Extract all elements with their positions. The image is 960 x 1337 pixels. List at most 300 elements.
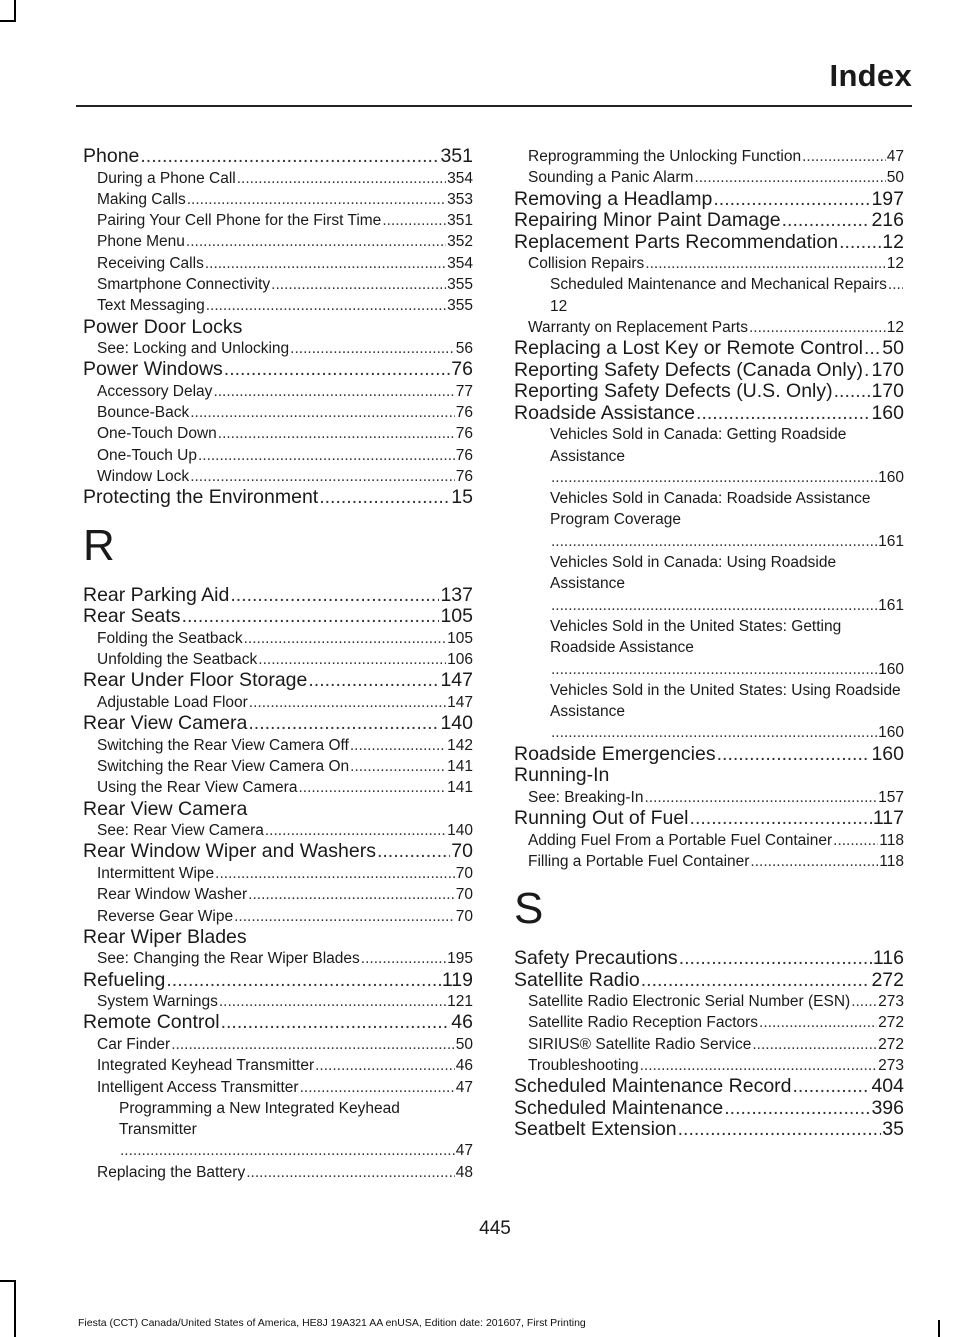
index-subentry [83, 863, 473, 884]
dot-leader [713, 189, 870, 211]
entry-text: Intelligent Access Transmitter [97, 1078, 299, 1096]
page-reference: 15 [451, 486, 473, 509]
index-subentry [514, 1034, 904, 1055]
page-reference: 50 [455, 1035, 473, 1053]
index-subentry [83, 466, 473, 487]
dot-leader [802, 146, 886, 167]
page-reference: 272 [878, 1035, 904, 1053]
dot-leader [271, 274, 446, 295]
entry-text: Satellite Radio Reception Factors [528, 1014, 759, 1032]
page-reference: 12 [550, 297, 568, 315]
index-subentry [514, 146, 904, 167]
crop-mark [0, 20, 16, 22]
entry-text: Smartphone Connectivity [97, 275, 271, 293]
page-reference: 46 [451, 1011, 473, 1034]
index-entry [514, 1076, 904, 1098]
page-reference: 355 [447, 297, 473, 315]
dot-leader [198, 445, 455, 466]
page-reference: 170 [871, 380, 904, 403]
entry-text: Vehicles Sold in Canada: Roadside Assistance Program Coverage [550, 490, 871, 529]
index-subentry [83, 1034, 473, 1055]
dot-leader [752, 1034, 877, 1055]
index-letter-heading: R [83, 520, 115, 570]
page-reference: 170 [871, 358, 904, 381]
page-reference: 404 [871, 1075, 904, 1098]
index-entry [83, 841, 473, 863]
index-subentry [83, 338, 473, 359]
page-reference: 106 [447, 651, 473, 669]
crop-mark [14, 0, 16, 22]
index-subentry [514, 274, 904, 317]
dot-leader [782, 210, 871, 232]
entry-text: Vehicles Sold in the United States: Getting Roadside Assistance [550, 617, 842, 657]
entry-text: Refueling [83, 968, 166, 991]
entry-text: Protecting the Environment [83, 486, 319, 509]
dot-leader [315, 1055, 455, 1076]
index-entry [83, 606, 473, 628]
entry-text: Sounding a Panic Alarm [528, 169, 694, 187]
entry-text: Pairing Your Cell Phone for the First Time [97, 212, 382, 230]
page-reference: 142 [447, 736, 473, 754]
page-reference: 273 [878, 993, 904, 1011]
dot-leader [551, 467, 877, 488]
page-reference: 76 [455, 425, 473, 443]
entry-text: Folding the Seatback [97, 629, 243, 647]
entry-text: Rear View Camera [83, 712, 248, 735]
index-subentry [83, 820, 473, 841]
dot-leader [319, 487, 450, 509]
dot-leader [793, 1076, 871, 1098]
page-reference: 354 [447, 169, 473, 187]
crop-mark [938, 1320, 940, 1337]
index-subentry [514, 616, 904, 680]
dot-leader [237, 168, 446, 189]
page-reference: 140 [440, 712, 473, 735]
dot-leader [205, 253, 446, 274]
entry-text: Running Out of Fuel [514, 807, 689, 830]
dot-leader [140, 146, 439, 168]
dot-leader [750, 851, 878, 872]
page-reference: 105 [440, 605, 473, 628]
index-subentry [83, 756, 473, 777]
entry-text: Power Windows [83, 358, 223, 381]
dot-leader [361, 948, 446, 969]
dot-leader [298, 777, 446, 798]
index-subentry [83, 884, 473, 905]
index-entry [83, 487, 473, 509]
index-entry [83, 799, 473, 821]
page-reference: 76 [451, 358, 473, 381]
index-subentry [514, 552, 904, 616]
entry-text: Power Door Locks [83, 315, 243, 338]
entry-text: SIRIUS® Satellite Radio Service [528, 1035, 752, 1053]
page-reference: 76 [455, 446, 473, 464]
page-reference: 47 [455, 1078, 473, 1096]
dot-leader [641, 970, 871, 992]
index-subentry [514, 991, 904, 1012]
entry-text: Switching the Rear View Camera On [97, 758, 350, 776]
page-reference: 50 [886, 169, 904, 187]
index-entry [514, 970, 904, 992]
index-column-right [514, 146, 904, 1141]
page-reference: 351 [440, 145, 473, 167]
index-subentry [83, 445, 473, 466]
entry-text: Vehicles Sold in the United States: Using Roadside Assistance [550, 681, 901, 721]
entry-text: Phone [83, 145, 140, 167]
dot-leader [350, 756, 446, 777]
dot-leader [258, 649, 446, 670]
entry-text: Rear Parking Aid [83, 583, 230, 606]
page-reference: 273 [878, 1057, 904, 1075]
crop-mark [0, 1280, 16, 1282]
header-rule [76, 105, 912, 107]
page-reference: 197 [871, 187, 904, 210]
index-subentry [83, 168, 473, 189]
page-reference: 161 [878, 532, 904, 550]
entry-text: Rear Seats [83, 605, 181, 628]
index-entry [83, 359, 473, 381]
page-reference: 116 [872, 947, 904, 970]
entry-text: Vehicles Sold in Canada: Using Roadside Assistance [550, 554, 837, 593]
entry-text: See: Breaking-In [528, 788, 644, 806]
dot-leader [182, 606, 440, 628]
page-reference: 160 [878, 660, 904, 678]
page-reference: 160 [871, 401, 904, 424]
dot-leader [248, 713, 439, 735]
entry-text: Adjustable Load Floor [97, 693, 248, 711]
index-subentry [514, 253, 904, 274]
entry-text: Text Messaging [97, 297, 205, 315]
page-reference: 76 [455, 404, 473, 422]
dot-leader [218, 423, 455, 444]
entry-text: Rear Window Wiper and Washers [83, 840, 376, 863]
page-reference: 47 [455, 1142, 473, 1160]
page-reference: 272 [878, 1014, 904, 1032]
page-reference: 140 [447, 822, 473, 840]
page-reference: 76 [455, 468, 473, 486]
dot-leader [290, 338, 455, 359]
entry-text: Rear Wiper Blades [83, 925, 247, 948]
entry-text: See: Locking and Unlocking [97, 340, 290, 358]
entry-text: Switching the Rear View Camera Off [97, 736, 349, 754]
page-reference: 50 [882, 337, 904, 360]
dot-leader [350, 735, 446, 756]
index-subentry [514, 488, 904, 552]
index-entry [514, 189, 904, 211]
dot-leader [839, 232, 881, 254]
page-reference: 137 [440, 583, 473, 606]
index-subentry [514, 787, 904, 808]
index-subentry [83, 402, 473, 423]
page-reference: 118 [879, 831, 904, 849]
dot-leader [187, 189, 446, 210]
entry-text: Satellite Radio Electronic Serial Number (ESN) [528, 993, 851, 1011]
index-subentry [83, 777, 473, 798]
index-entry [514, 808, 904, 830]
index-subentry [83, 1162, 473, 1183]
index-subentry [83, 295, 473, 316]
index-column-left [83, 146, 473, 1183]
page-reference: 105 [447, 629, 473, 647]
dot-leader [171, 1034, 455, 1055]
page-reference: 47 [886, 148, 904, 165]
entry-text: See: Rear View Camera [97, 822, 264, 840]
index-subentry [514, 1055, 904, 1076]
index-subentry [83, 189, 473, 210]
dot-leader [224, 359, 451, 381]
page-reference: 147 [447, 693, 473, 711]
index-entry [514, 948, 904, 970]
dot-leader [215, 863, 455, 884]
index-subentry [514, 830, 904, 851]
index-entry [83, 670, 473, 692]
dot-leader [888, 274, 903, 295]
dot-leader [851, 991, 877, 1012]
entry-text: Bounce-Back [97, 404, 190, 422]
index-entry [514, 765, 904, 787]
page-reference: 70 [455, 907, 473, 925]
index-subentry [83, 735, 473, 756]
page-reference: 70 [455, 886, 473, 904]
index-entry [514, 744, 904, 766]
dot-leader [230, 585, 439, 607]
page-reference: 77 [455, 382, 473, 400]
index-subentry [514, 317, 904, 338]
entry-text: Making Calls [97, 190, 186, 208]
index-entry [514, 338, 904, 360]
dot-leader [382, 210, 446, 231]
entry-text: Rear Window Washer [97, 886, 248, 904]
index-subentry [83, 253, 473, 274]
index-entry [514, 232, 904, 254]
entry-text: See: Changing the Rear Wiper Blades [97, 950, 360, 968]
entry-text: Removing a Headlamp [514, 187, 713, 210]
dot-leader [219, 991, 446, 1012]
entry-text: Collision Repairs [528, 255, 645, 273]
index-entry [514, 403, 904, 425]
dot-leader [645, 253, 885, 274]
entry-text: One-Touch Down [97, 425, 217, 443]
index-entry [514, 210, 904, 232]
entry-text: Scheduled Maintenance and Mechanical Repairs [550, 276, 887, 294]
page-reference: 118 [879, 852, 904, 870]
dot-leader [759, 1012, 877, 1033]
index-subentry [83, 906, 473, 927]
page-reference: 70 [451, 840, 473, 863]
page-reference: 12 [886, 255, 904, 273]
page-reference: 35 [882, 1118, 904, 1141]
footer-edition-text: Fiesta (CCT) Canada/United States of America, HE8J 19A321 AA enUSA, Edition date: 201607, First Printing [78, 1317, 586, 1329]
dot-leader [696, 403, 870, 425]
page-reference: 354 [447, 254, 473, 272]
page-reference: 160 [878, 724, 904, 742]
index-entry [83, 970, 473, 992]
dot-leader [234, 906, 455, 927]
entry-text: Filling a Portable Fuel Container [528, 852, 750, 870]
entry-text: Troubleshooting [528, 1057, 639, 1075]
entry-text: One-Touch Up [97, 446, 197, 464]
page-reference: 161 [878, 596, 904, 614]
dot-leader [694, 167, 885, 188]
page-number: 445 [479, 1218, 511, 1239]
entry-text: Car Finder [97, 1035, 171, 1053]
page-reference: 117 [872, 807, 904, 830]
index-subentry [83, 423, 473, 444]
dot-leader [644, 787, 877, 808]
entry-text: Intermittent Wipe [97, 864, 215, 882]
index-entry [514, 360, 904, 382]
dot-leader [308, 670, 439, 692]
entry-text: Warranty on Replacement Parts [528, 318, 748, 336]
dot-leader [724, 1098, 870, 1120]
index-subentry [83, 274, 473, 295]
dot-leader [213, 381, 454, 402]
dot-leader [551, 595, 877, 616]
page-reference: 351 [447, 212, 473, 230]
page-reference: 121 [447, 993, 473, 1011]
index-subentry [514, 680, 904, 744]
dot-leader [717, 744, 871, 766]
entry-text: Replacing a Lost Key or Remote Control [514, 337, 864, 360]
dot-leader [190, 466, 455, 487]
entry-text: Roadside Assistance [514, 401, 696, 424]
index-subentry [514, 424, 904, 488]
dot-leader [749, 317, 886, 338]
index-entry [83, 1012, 473, 1034]
page-reference: 12 [882, 230, 904, 253]
page-reference: 352 [447, 233, 473, 251]
entry-text: Replacing the Battery [97, 1163, 246, 1181]
entry-text: Reporting Safety Defects (U.S. Only) [514, 380, 833, 403]
entry-text: System Warnings [97, 993, 218, 1011]
index-entry [83, 713, 473, 735]
index-entry [514, 1098, 904, 1120]
entry-text: Rear Under Floor Storage [83, 669, 308, 692]
page-reference: 70 [455, 864, 473, 882]
index-entry [83, 146, 473, 168]
entry-text: Remote Control [83, 1011, 220, 1034]
dot-leader [265, 820, 446, 841]
index-subentry [83, 210, 473, 231]
page-reference: 195 [447, 950, 473, 968]
entry-text: Reverse Gear Wipe [97, 907, 234, 925]
page-reference: 12 [886, 318, 904, 336]
dot-leader [221, 1012, 451, 1034]
index-subentry [83, 991, 473, 1012]
entry-text: Repairing Minor Paint Damage [514, 209, 781, 232]
entry-text: Programming a New Integrated Keyhead Transmitter [119, 1099, 400, 1139]
page-reference: 272 [871, 968, 904, 991]
dot-leader [679, 948, 872, 970]
index-entry [83, 585, 473, 607]
entry-text: Integrated Keyhead Transmitter [97, 1057, 315, 1075]
dot-leader [248, 884, 455, 905]
page-reference: 396 [871, 1096, 904, 1119]
index-subentry [83, 649, 473, 670]
entry-text: Scheduled Maintenance Record [514, 1075, 792, 1098]
entry-text: Window Lock [97, 468, 190, 486]
dot-leader [166, 970, 441, 992]
entry-text: Unfolding the Seatback [97, 651, 258, 669]
entry-text: During a Phone Call [97, 169, 236, 187]
crop-mark [14, 1280, 16, 1337]
index-entry [83, 317, 473, 339]
index-subentry [514, 851, 904, 872]
index-subentry [83, 692, 473, 713]
entry-text: Reprogramming the Unlocking Function [528, 148, 802, 165]
entry-text: Using the Rear View Camera [97, 779, 298, 797]
page-reference: 160 [878, 468, 904, 486]
index-subentry [83, 231, 473, 252]
entry-text: Vehicles Sold in Canada: Getting Roadside Assistance [550, 426, 847, 465]
page-reference: 56 [455, 340, 473, 358]
index-subentry [514, 167, 904, 188]
dot-leader [864, 338, 881, 360]
dot-leader [377, 841, 450, 863]
dot-leader [190, 402, 455, 423]
index-entry [83, 927, 473, 949]
dot-leader [551, 531, 877, 552]
index-entry [514, 1119, 904, 1141]
dot-leader [300, 1077, 455, 1098]
dot-leader [678, 1119, 882, 1141]
page-reference: 216 [871, 209, 904, 232]
dot-leader [640, 1055, 878, 1076]
page-reference: 160 [871, 742, 904, 765]
dot-leader [206, 295, 446, 316]
index-subentry [83, 381, 473, 402]
page-reference: 355 [447, 275, 473, 293]
dot-leader [551, 722, 877, 743]
entry-text: Safety Precautions [514, 947, 678, 970]
dot-leader [246, 1162, 455, 1183]
page-reference: 141 [447, 758, 473, 776]
page-title: Index [829, 58, 912, 93]
entry-text: Satellite Radio [514, 968, 640, 991]
index-subentry [83, 948, 473, 969]
dot-leader [249, 692, 446, 713]
entry-text: Receiving Calls [97, 254, 204, 272]
page-reference: 353 [447, 190, 473, 208]
entry-text: Adding Fuel From a Portable Fuel Container [528, 831, 833, 849]
entry-text: Scheduled Maintenance [514, 1096, 724, 1119]
dot-leader [120, 1140, 455, 1161]
page-reference: 147 [440, 669, 473, 692]
index-letter-heading: S [514, 884, 544, 934]
dot-leader [551, 659, 877, 680]
dot-leader [186, 231, 446, 252]
dot-leader [690, 808, 872, 830]
entry-text: Accessory Delay [97, 382, 213, 400]
index-entry [514, 381, 904, 403]
dot-leader [833, 830, 878, 851]
entry-text: Seatbelt Extension [514, 1118, 677, 1141]
dot-leader [834, 381, 871, 403]
entry-text: Running-In [514, 764, 610, 787]
index-subentry [83, 1098, 473, 1162]
index-subentry [83, 1055, 473, 1076]
dot-leader [864, 360, 870, 382]
entry-text: Replacement Parts Recommendation [514, 230, 839, 253]
entry-text: Roadside Emergencies [514, 742, 716, 765]
page-reference: 119 [441, 968, 473, 991]
entry-text: Rear View Camera [83, 797, 248, 820]
index-subentry [83, 628, 473, 649]
page-reference: 157 [878, 788, 904, 806]
entry-text: Phone Menu [97, 233, 185, 251]
page-reference: 46 [455, 1057, 473, 1075]
index-subentry [83, 1077, 473, 1098]
